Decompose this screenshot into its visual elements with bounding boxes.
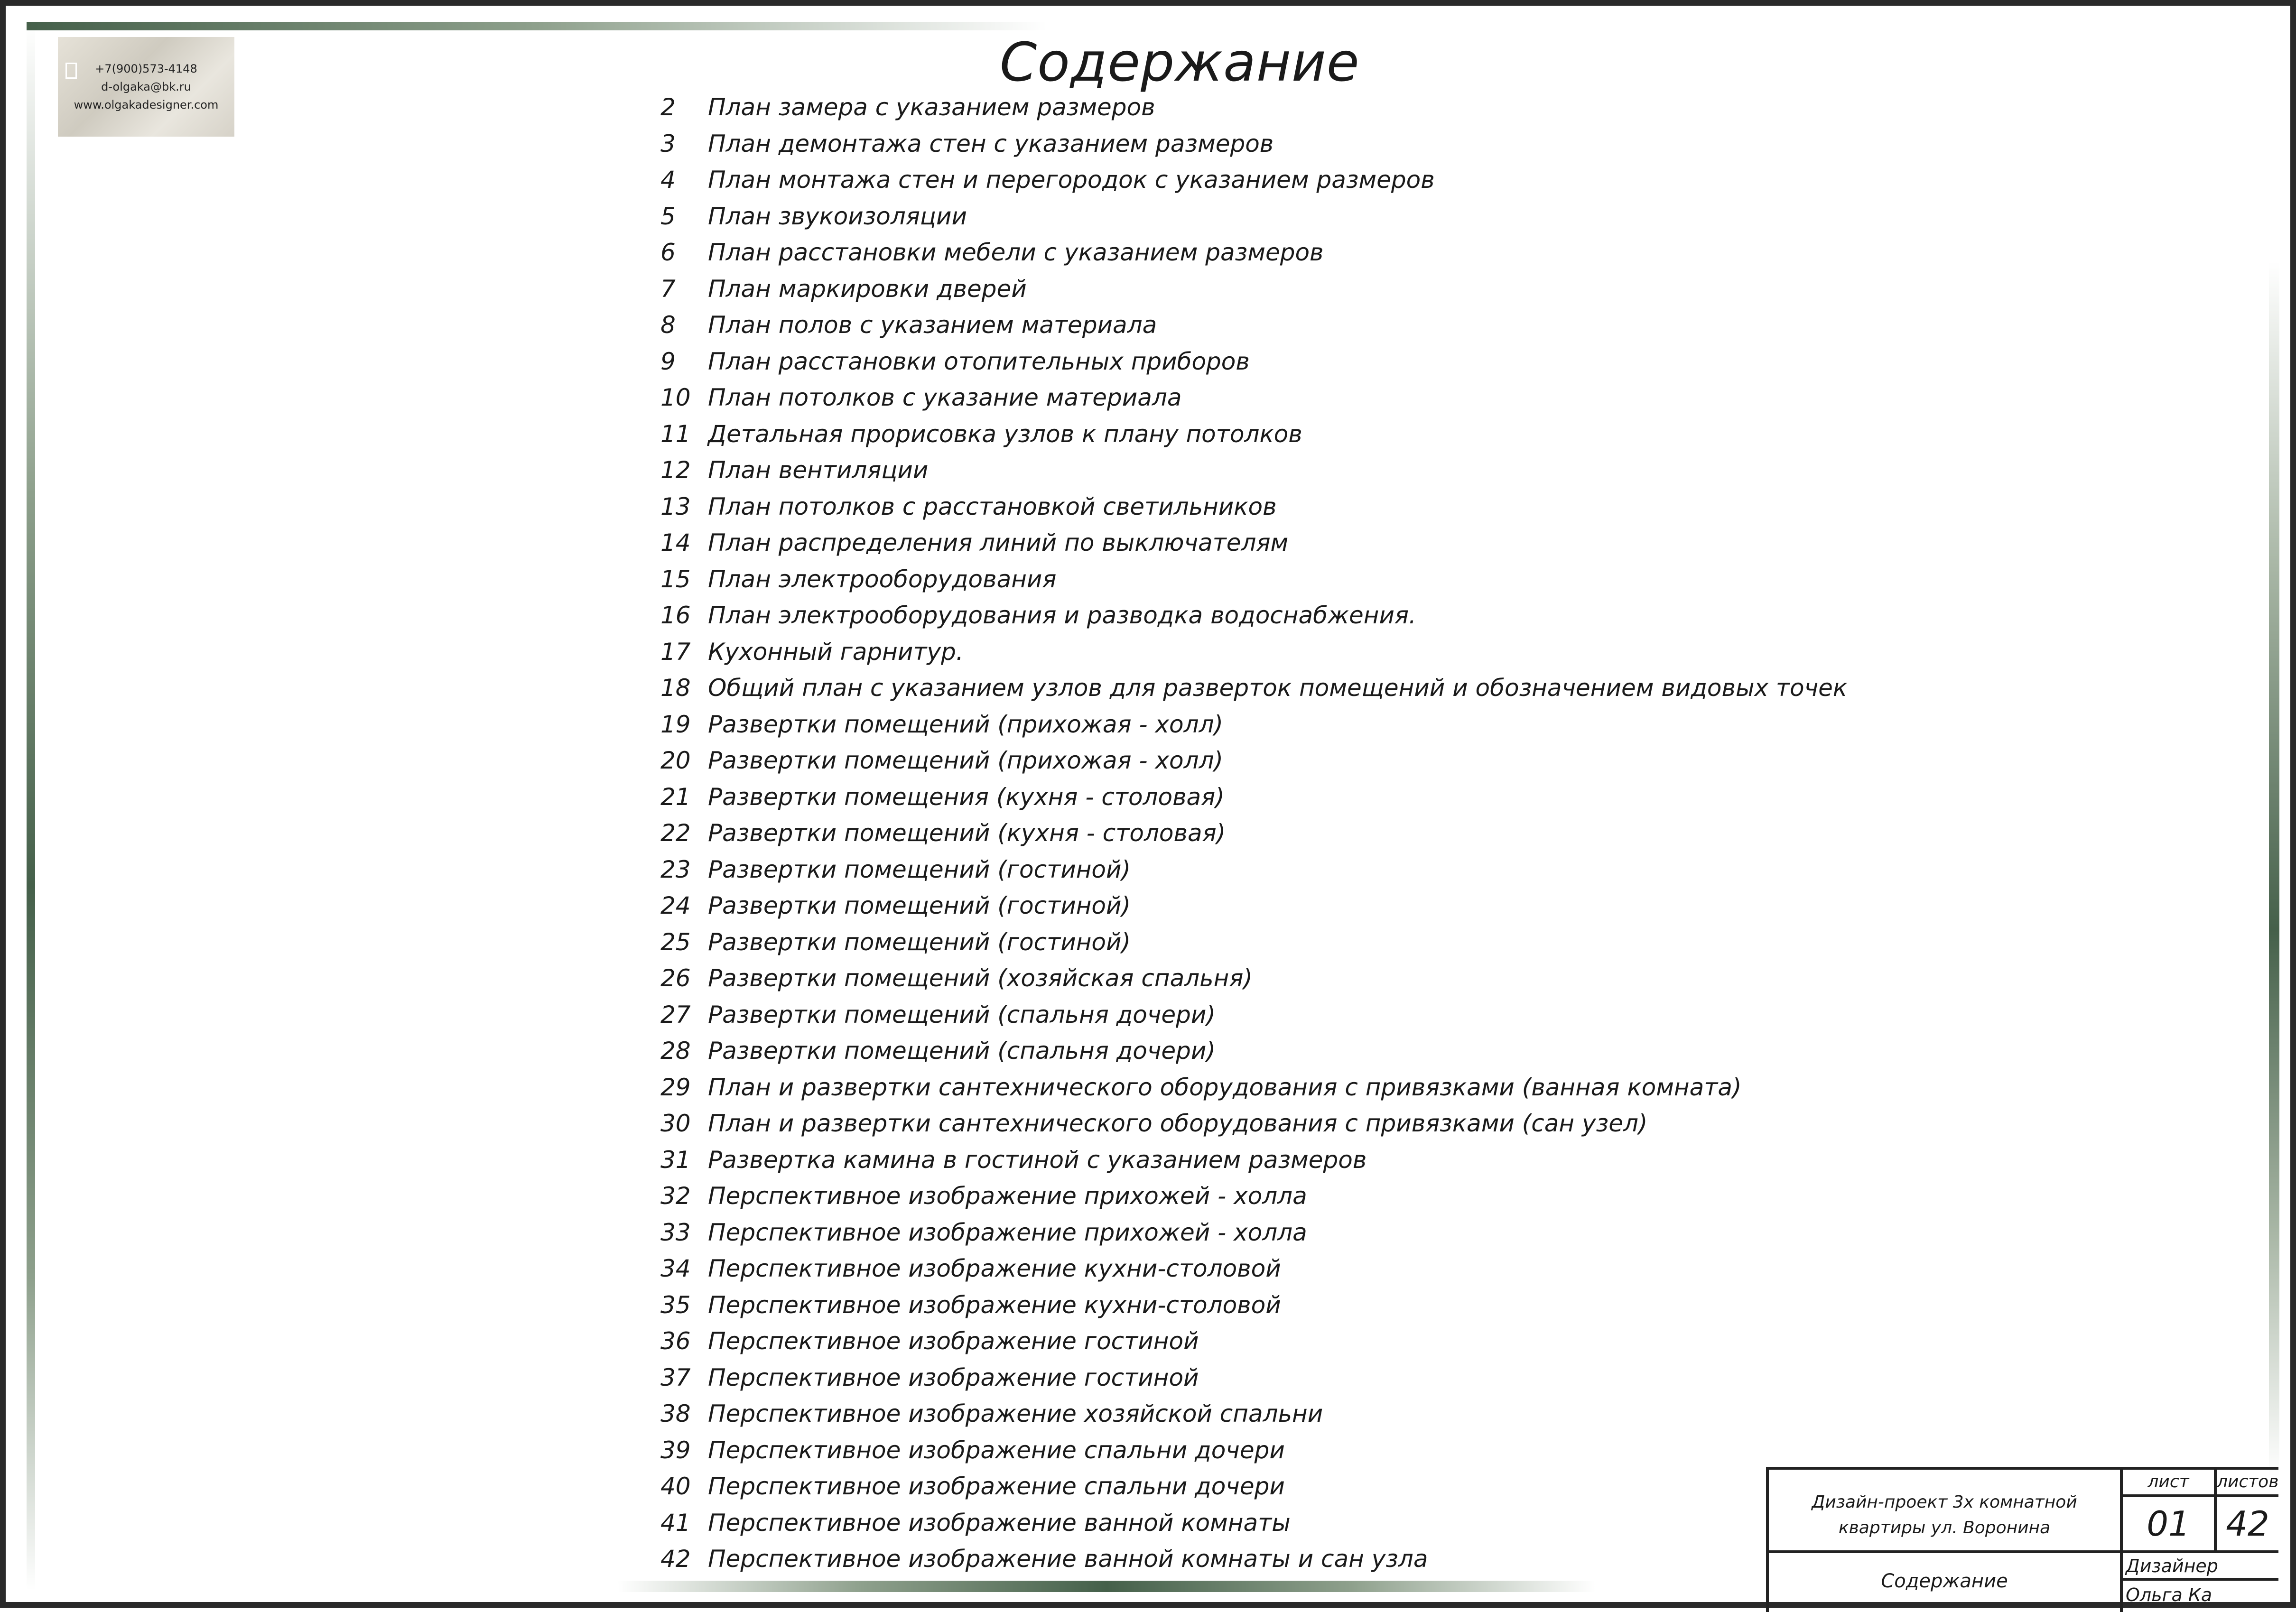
toc-item-number: 38: [660, 1400, 691, 1427]
toc-item: [660, 1069, 1847, 1106]
toc-item: [660, 815, 1847, 852]
toc-item-title: План полов с указанием материала: [708, 311, 1157, 339]
toc-item-title: План вентиляции: [708, 456, 929, 484]
toc-item-title: План монтажа стен и перегородок с указанием размеров: [708, 166, 1435, 194]
toc-item-title: Перспективное изображение кухни-столовой: [708, 1291, 1281, 1319]
toc-item-number: 10: [660, 384, 691, 411]
toc-item: [660, 489, 1847, 525]
toc-item-title: Перспективное изображение спальни дочери: [708, 1473, 1285, 1500]
toc-item-number: 12: [660, 456, 691, 484]
toc-item-number: 34: [660, 1255, 691, 1282]
toc-item-number: 30: [660, 1110, 691, 1137]
toc-item: [660, 742, 1847, 779]
toc-item-number: 8: [660, 311, 676, 339]
toc-item-title: План потолков с расстановкой светильников: [708, 492, 1277, 520]
toc-item-number: 42: [660, 1545, 691, 1573]
toc-item-number: 4: [660, 166, 676, 194]
toc-item-title: Развертки помещения (кухня - столовая): [708, 783, 1225, 811]
toc-item: [660, 452, 1847, 489]
toc-item-title: Развертки помещений (гостиной): [708, 928, 1131, 956]
toc-item-number: 28: [660, 1037, 691, 1065]
toc-item-title: Развертки помещений (прихожая - холл): [708, 710, 1224, 738]
contact-website: www.olgakadesigner.com: [74, 98, 219, 111]
toc-item-number: 23: [660, 855, 691, 883]
toc-item-number: 18: [660, 674, 691, 702]
toc-item: [660, 888, 1847, 924]
toc-item: [660, 924, 1847, 961]
toc-item: [660, 1541, 1847, 1577]
toc-item-number: 35: [660, 1291, 691, 1319]
contact-phone: +7(900)573-4148: [95, 62, 197, 75]
toc-item-number: 16: [660, 602, 691, 629]
toc-item: [660, 162, 1847, 198]
toc-item-title: Развертка камина в гостиной с указанием размеров: [708, 1146, 1367, 1174]
toc-item: [660, 706, 1847, 743]
toc-item: [660, 670, 1847, 706]
toc-item-title: План расстановки мебели с указанием размеров: [708, 239, 1324, 266]
toc-item-number: 36: [660, 1327, 691, 1355]
toc-item-number: 7: [660, 275, 676, 303]
toc-item-title: Перспективное изображение прихожей - холла: [708, 1218, 1307, 1246]
toc-item-title: Развертки помещений (хозяйская спальня): [708, 964, 1253, 992]
toc-item: [660, 960, 1847, 997]
toc-item: [660, 1251, 1847, 1287]
toc-item-number: 17: [660, 638, 691, 666]
toc-item: [660, 89, 1847, 126]
toc-item-title: План распределения линий по выключателям: [708, 529, 1289, 556]
toc-item-number: 11: [660, 420, 691, 448]
toc-item-number: 33: [660, 1218, 691, 1246]
toc-item-number: 5: [660, 202, 676, 230]
toc-item: [660, 1505, 1847, 1541]
title-block: [1766, 1467, 2278, 1612]
toc-item: [660, 1432, 1847, 1469]
toc-item-title: Перспективное изображение прихожей - холла: [708, 1182, 1307, 1210]
toc-item-number: 13: [660, 492, 691, 520]
toc-item: [660, 416, 1847, 453]
toc-item: [660, 525, 1847, 561]
toc-item: [660, 634, 1847, 670]
toc-item: [660, 1287, 1847, 1324]
designer-label: Дизайнер: [2126, 1556, 2218, 1576]
table-of-contents: [660, 89, 1847, 1577]
toc-item: [660, 561, 1847, 598]
toc-item-number: 41: [660, 1509, 691, 1537]
toc-item-title: Развертки помещений (прихожая - холл): [708, 747, 1224, 774]
toc-item-number: 6: [660, 239, 676, 266]
toc-item-title: Развертки помещений (спальня дочери): [708, 1001, 1216, 1028]
frame-gradient-left: [27, 25, 35, 1590]
frame-gradient-right: [2269, 262, 2279, 1476]
designer-name: Ольга Ка: [2126, 1584, 2212, 1605]
toc-item-number: 39: [660, 1436, 691, 1464]
toc-item-number: 14: [660, 529, 691, 556]
toc-item: [660, 1360, 1847, 1396]
toc-item: [660, 234, 1847, 271]
sheets-label: листов: [2217, 1472, 2279, 1492]
toc-item-title: План электрооборудования: [708, 565, 1057, 593]
toc-item-title: Перспективное изображение гостиной: [708, 1363, 1199, 1391]
toc-item-title: Перспективное изображение спальни дочери: [708, 1436, 1285, 1464]
toc-item-number: 24: [660, 892, 691, 919]
toc-item-title: План расстановки отопительных приборов: [708, 347, 1250, 375]
toc-item-title: Кухонный гарнитур.: [708, 638, 964, 666]
toc-item-title: Перспективное изображение гостиной: [708, 1327, 1199, 1355]
toc-item-number: 25: [660, 928, 691, 956]
toc-item-number: 9: [660, 347, 676, 375]
toc-item: [660, 307, 1847, 343]
toc-item-title: План потолков с указание материала: [708, 384, 1182, 411]
toc-item-number: 40: [660, 1473, 691, 1500]
toc-item: [660, 1033, 1847, 1069]
toc-item-title: Развертки помещений (гостиной): [708, 855, 1131, 883]
project-name-line2: квартиры ул. Воронина: [1838, 1518, 2051, 1538]
toc-item-number: 26: [660, 964, 691, 992]
toc-item-number: 19: [660, 710, 691, 738]
contact-email: d-olgaka@bk.ru: [101, 80, 191, 93]
toc-item-title: Перспективное изображение кухни-столовой: [708, 1255, 1281, 1282]
toc-item: [660, 126, 1847, 162]
sheet-label: лист: [2147, 1472, 2189, 1492]
toc-item-title: Перспективное изображение хозяйской спальни: [708, 1400, 1323, 1427]
toc-item-number: 15: [660, 565, 691, 593]
toc-item-number: 27: [660, 1001, 691, 1028]
toc-item: [660, 1178, 1847, 1214]
toc-item-title: Перспективное изображение ванной комнаты и сан узла: [708, 1545, 1428, 1573]
toc-item: [660, 198, 1847, 235]
logo-mark-icon: [65, 63, 77, 79]
toc-item: [660, 1396, 1847, 1432]
frame-gradient-bottom: [618, 1581, 1595, 1592]
title-block-divider: [1769, 1550, 2278, 1553]
toc-item-number: 20: [660, 747, 691, 774]
toc-item-title: План замера с указанием размеров: [708, 93, 1155, 121]
toc-item-title: Детальная прорисовка узлов к плану потолков: [708, 420, 1302, 448]
toc-item: [660, 1214, 1847, 1251]
toc-item-title: План демонтажа стен с указанием размеров: [708, 130, 1274, 157]
toc-item-number: 21: [660, 783, 691, 811]
toc-item: [660, 852, 1847, 888]
toc-item-title: План и развертки сантехнического оборудования с привязками (ванная комната): [708, 1073, 1742, 1101]
toc-item: [660, 1468, 1847, 1505]
toc-item: [660, 779, 1847, 815]
toc-item-title: Общий план с указанием узлов для разверток помещений и обозначением видовых точек: [708, 674, 1848, 702]
toc-item: [660, 1142, 1847, 1178]
toc-item-number: 31: [660, 1146, 691, 1174]
toc-item: [660, 343, 1847, 380]
toc-item: [660, 597, 1847, 634]
toc-item-number: 37: [660, 1363, 691, 1391]
contact-logo: [58, 37, 234, 137]
toc-item-title: Развертки помещений (гостиной): [708, 892, 1131, 919]
section-name: Содержание: [1881, 1570, 2008, 1592]
title-block-divider: [2120, 1578, 2278, 1581]
project-name-line1: Дизайн-проект 3х комнатной: [1812, 1492, 2077, 1512]
toc-item-number: 3: [660, 130, 676, 157]
page-title: Содержание: [1000, 32, 1360, 93]
toc-item-title: План маркировки дверей: [708, 275, 1027, 303]
sheets-total: 42: [2226, 1504, 2269, 1544]
toc-item-number: 32: [660, 1182, 691, 1210]
toc-item-title: Перспективное изображение ванной комнаты: [708, 1509, 1291, 1537]
toc-item-number: 2: [660, 93, 676, 121]
toc-item: [660, 1323, 1847, 1360]
frame-gradient-top: [27, 22, 1047, 30]
title-block-divider: [2120, 1494, 2278, 1497]
toc-item-title: План электрооборудования и разводка водоснабжения.: [708, 602, 1416, 629]
toc-item-title: Развертки помещений (кухня - столовая): [708, 819, 1226, 847]
toc-item: [660, 997, 1847, 1033]
toc-item-title: План и развертки сантехнического оборудования с привязками (сан узел): [708, 1110, 1648, 1137]
toc-item-number: 22: [660, 819, 691, 847]
toc-item-number: 29: [660, 1073, 691, 1101]
toc-item: [660, 380, 1847, 416]
toc-item: [660, 271, 1847, 307]
toc-item-title: План звукоизоляции: [708, 202, 967, 230]
toc-item: [660, 1105, 1847, 1142]
toc-item-title: Развертки помещений (спальня дочери): [708, 1037, 1216, 1065]
sheet-number: 01: [2147, 1504, 2190, 1544]
